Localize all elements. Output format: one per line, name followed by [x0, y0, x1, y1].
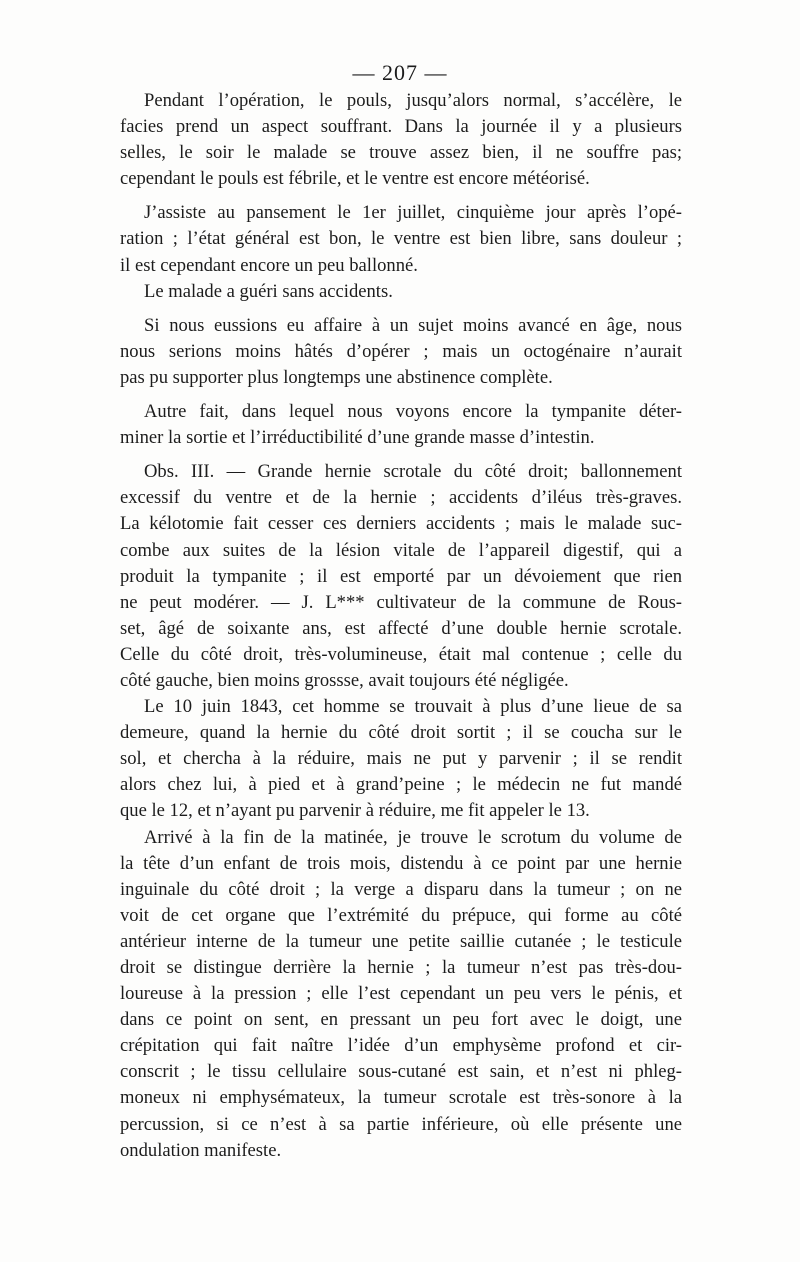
text-line: alors chez lui, à pied et à grand’peine ; le médecin ne fut mandé — [120, 774, 682, 796]
paragraph — [120, 88, 682, 192]
paragraph — [120, 399, 682, 451]
text-line: sol, et chercha à la réduire, mais ne put y parvenir ; il se rendit — [120, 748, 682, 770]
text-line: demeure, quand la hernie du côté droit sortit ; il se coucha sur le — [120, 722, 682, 744]
text-line: Le malade a guéri sans accidents. — [144, 280, 393, 302]
text-line: crépitation qui fait naître l’idée d’un emphysème profond et cir- — [120, 1035, 682, 1057]
text-line: Si nous eussions eu affaire à un sujet moins avancé en âge, nous — [144, 314, 682, 336]
text-line: excessif du ventre et de la hernie ; accidents d’iléus très-graves. — [120, 487, 682, 509]
text-line: facies prend un aspect souffrant. Dans la journée il y a plusieurs — [120, 116, 682, 138]
page-body — [120, 88, 682, 1164]
paragraph — [120, 825, 682, 1164]
text-line: percussion, si ce n’est à sa partie inférieure, où elle présente une — [120, 1113, 682, 1135]
text-line: pas pu supporter plus longtemps une abstinence complète. — [120, 366, 553, 388]
text-line: la tête d’un enfant de trois mois, distendu à ce point par une hernie — [120, 852, 682, 874]
text-line: conscrit ; le tissu cellulaire sous-cutané est sain, et n’est ni phleg- — [120, 1061, 682, 1083]
text-line: antérieur interne de la tumeur une petite saillie cutanée ; le testicule — [120, 930, 682, 952]
text-line: La kélotomie fait cesser ces derniers accidents ; mais le malade suc- — [120, 513, 682, 535]
paragraph — [120, 313, 682, 391]
text-line: Celle du côté droit, très-volumineuse, était mal contenue ; celle du — [120, 643, 682, 665]
text-line: miner la sortie et l’irréductibilité d’une grande masse d’intestin. — [120, 427, 595, 449]
text-line: côté gauche, bien moins grossse, avait toujours été négligée. — [120, 669, 569, 691]
paragraph — [120, 200, 682, 278]
text-line: dans ce point on sent, en pressant un peu fort avec le doigt, une — [120, 1009, 682, 1031]
text-line: combe aux suites de la lésion vitale de l’appareil digestif, qui a — [120, 539, 682, 561]
text-line: Arrivé à la fin de la matinée, je trouve le scrotum du volume de — [144, 826, 682, 848]
text-line: ne peut modérer. — J. L*** cultivateur de la commune de Rous- — [120, 591, 682, 613]
text-line: cependant le pouls est fébrile, et le ventre est encore météorisé. — [120, 168, 590, 190]
text-line: voit de cet organe que l’extrémité du prépuce, qui forme au côté — [120, 904, 682, 926]
text-line: nous serions moins hâtés d’opérer ; mais un octogénaire n’aurait — [120, 340, 682, 362]
text-line: ration ; l’état général est bon, le ventre est bien libre, sans douleur ; — [120, 228, 682, 250]
text-line: inguinale du côté droit ; la verge a disparu dans la tumeur ; on ne — [120, 878, 682, 900]
text-line: selles, le soir le malade se trouve assez bien, il ne souffre pas; — [120, 142, 682, 164]
text-line: produit la tympanite ; il est emporté par un dévoiement que rien — [120, 565, 682, 587]
text-line: Le 10 juin 1843, cet homme se trouvait à plus d’une lieue de sa — [144, 696, 682, 718]
text-line: Obs. III. — Grande hernie scrotale du côté droit; ballonnement — [144, 461, 682, 483]
text-line: J’assiste au pansement le 1er juillet, cinquième jour après l’opé- — [144, 202, 682, 224]
paragraph — [120, 279, 682, 305]
text-line: ondulation manifeste. — [120, 1139, 282, 1161]
text-line: Autre fait, dans lequel nous voyons encore la tympanite déter- — [144, 401, 682, 423]
text-line: set, âgé de soixante ans, est affecté d’une double hernie scrotale. — [120, 617, 682, 639]
paragraph — [120, 694, 682, 824]
text-line: loureuse à la pression ; elle l’est cependant un peu vers le pénis, et — [120, 983, 682, 1005]
paragraph — [120, 459, 682, 694]
text-line: que le 12, et n’ayant pu parvenir à réduire, me fit appeler le 13. — [120, 800, 590, 822]
text-line: moneux ni emphysémateux, la tumeur scrotale est très-sonore à la — [120, 1087, 682, 1109]
text-line: Pendant l’opération, le pouls, jusqu’alors normal, s’accélère, le — [144, 90, 682, 111]
page-number: — 207 — — [352, 60, 448, 85]
text-line: il est cependant encore un peu ballonné. — [120, 254, 418, 276]
text-line: droit se distingue derrière la hernie ; la tumeur n’est pas très-dou- — [120, 957, 682, 978]
